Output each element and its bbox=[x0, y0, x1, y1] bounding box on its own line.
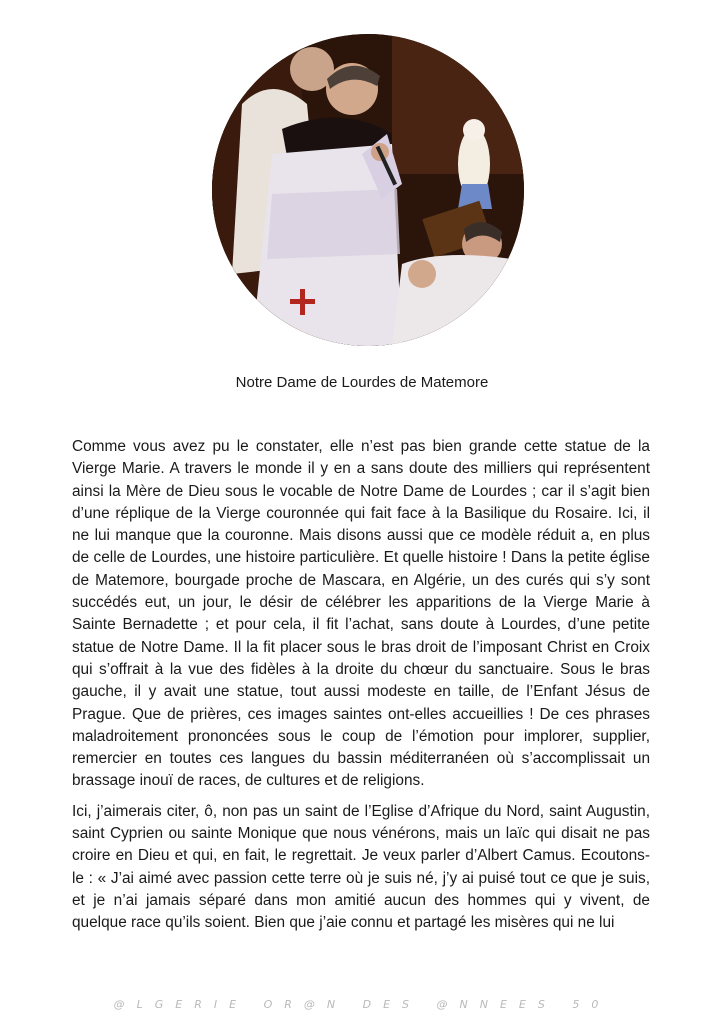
article-body bbox=[72, 436, 650, 943]
paragraph: Comme vous avez pu le constater, elle n’est pas bien grande cette statue de la Vierge Marie. A travers le monde il y en a sans doute des milliers qui représentent ainsi la Mère de Dieu sous le vocable de Notre Dame de Lourdes ; car il s’agit bien d’une réplique de la Vierge couronnée qui fait face à la Basilique du Rosaire. Ici, il ne lui manque que la couronne. Mais disons aussi que ce modèle réduit a, en plus de celle de Lourdes, une histoire particulière. Et quelle histoire ! Dans la petite église de Matemore, bourgade proche de Mascara, en Algérie, un des curés qui s’y sont succédés eut, un jour, le désir de célébrer les apparitions de la Vierge Marie à Sainte Bernadette ; et pour cela, il fit l’achat, sans doute à Lourdes, d’une petite statue de Notre Dame. Il la fit placer sous le bras droit de l’imposant Christ en Croix qui s’offrait à la vue des fidèles à la droite du chœur du sanctuaire. Sous le bras gauche, il y avait une statue, tout aussi modeste en taille, de l’Enfant Jésus de Prague. Que de prières, ces images saintes ont-elles accueillies ! De ces phrases maladroitement prononcées sous le coup de l’émotion pour implorer, supplier, remercier en toutes ces langues du bassin méditerranéen où s’accomplissait un brassage inouï de races, de cultures et de religions. bbox=[72, 438, 650, 790]
page-footer: @LGERIE OR@N DES @NNEES 50 bbox=[113, 998, 611, 1011]
photo-caption: Notre Dame de Lourdes de Matemore bbox=[235, 374, 489, 391]
paragraph: Ici, j’aimerais citer, ô, non pas un saint de l’Eglise d’Afrique du Nord, saint Augustin, saint Cyprien ou sainte Monique que nous vénérons, mais un laïc qui disait ne pas croire en Dieu et qui, en fait, le regrettait. Je veux parler d’Albert Camus. Ecoutons-le : « J’ai aimé avec passion cette terre où je suis né, j’y ai puisé tout ce que je suis, et je n’ai jamais séparé dans mon amitié aucun des hommes qui y vivent, de quelque race qu’ils soient. Bien que j’aie connu et partagé les misères qui ne lui bbox=[72, 802, 650, 932]
statue-photo bbox=[212, 34, 524, 346]
